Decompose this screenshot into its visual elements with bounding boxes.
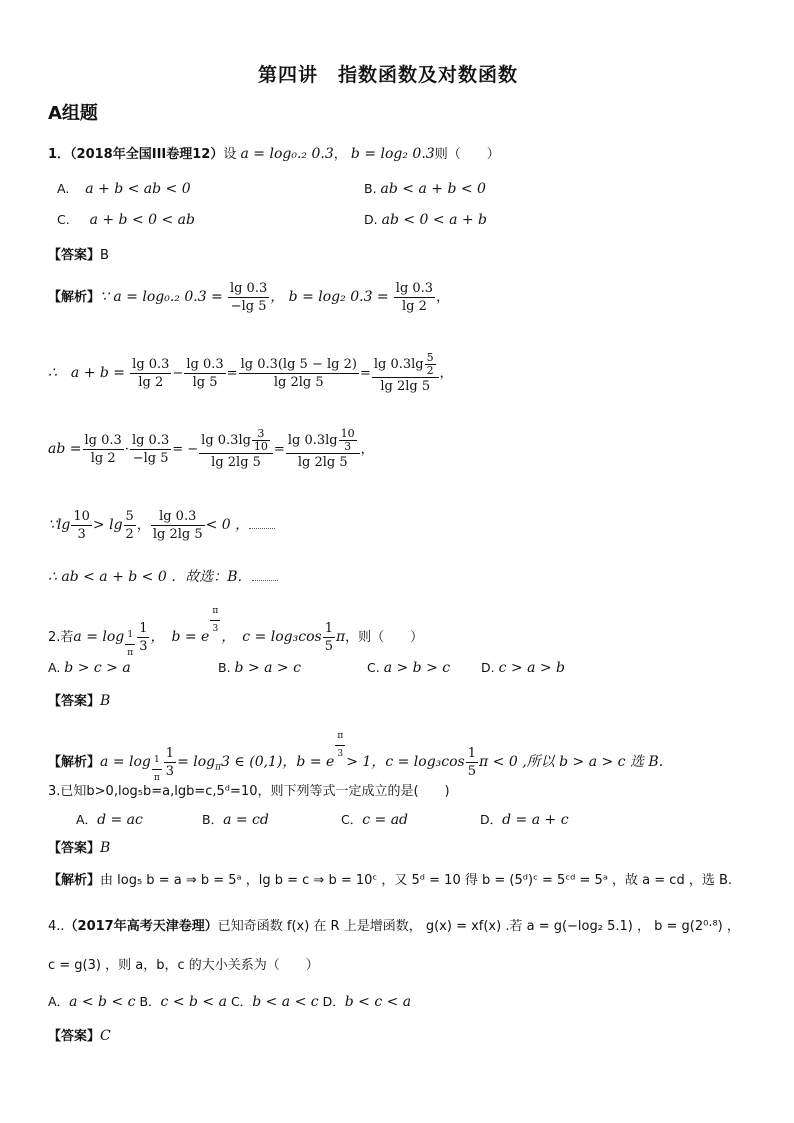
q3-answer: 【答案】B [48,840,111,856]
fraction: $\frac{1}{5}$ [324,621,333,654]
q1-number: 1． [48,147,71,162]
log-base: $\frac{1}{\pi}$ [125,627,135,662]
q4-stem-line1: 4..（2017年高考天津卷理）已知奇函数 f(x) 在 R 上是增函数， g(x) = xf(x) .若 a = g(−log₂ 5.1) ， b = g(2⁰·⁸) ， [48,919,740,934]
q1-option-a: A. a + b < ab < 0 [57,181,191,197]
q4-option-d: D．b < c < a [322,994,412,1010]
q1-source: （2018年全国III卷理12） [70,147,224,162]
q3-analysis: 【解析】由 log₅ b = a ⇒ b = 5ᵃ ，lg b = c ⇒ b = 10ᶜ ，又 5ᵈ = 10 得 b = (5ᵈ)ᶜ = 5ᶜᵈ = 5ᵃ ，故 a = cd ，选 B. [48,873,733,888]
fraction: lg 0.3lg $\frac{3}{10}$ lg 2lg 5 [199,428,273,471]
q2-answer: 【答案】B [48,693,111,709]
q1-analysis-line2: ∴ a + b = $\frac{\lg 0.3}{\lg 2}$ − $\frac{\lg 0.3}{\lg 5}$ = $\frac{\lg 0.3(\lg 5 - \lg 2)}{\lg 2\lg 5}$ = lg 0.3lg $\frac{5}{2}$ lg 2lg 5 ， [48,351,453,394]
fraction: $\frac{\lg 0.3(\lg 5 - \lg 2)}{\lg 2\lg 5}$ [240,357,357,390]
q1-analysis-line4: ∵lg $\frac{10}{3}$ > lg $\frac{5}{2}$ ， $\frac{\lg 0.3}{\lg 2\lg 5}$ < 0 ， [48,508,275,543]
q2-option-a: A. b > c > a [48,660,131,676]
q1-option-c: C. a + b < 0 < ab [57,212,195,228]
q2-option-c: C. a > b > c [367,660,451,676]
q4-stem-line2: c = g(3) ，则 a，b，c 的大小关系为（ ） [48,958,319,973]
fraction: lg 0.3lg $\frac{5}{2}$ lg 2lg 5 [372,352,439,395]
q2-analysis: 【解析】a = log $\frac{1}{\pi}$ $\frac{1}{3}$ = $\log_\pi 3$ ∈ (0,1)，b = e $\frac{\pi}{3}$ > 1，c = log₃cos $\frac{1}{5}$ π < 0 ,所以 b > a > c 选 B. [48,728,663,787]
q3-stem: 3.已知b>0,log₅b=a,lgb=c,5ᵈ=10，则下列等式一定成立的是( ) [48,784,450,799]
fraction: $\frac{1}{3}$ [139,621,148,654]
section-heading: A组题 [48,103,98,124]
fraction: $\frac{\lg 0.3}{\lg 2}$ [132,357,170,390]
fraction: $\frac{\lg 0.3}{\lg 5}$ [186,357,224,390]
dotted-mark [252,574,278,581]
fraction: $\frac{\lg 0.3}{-\lg 5}$ [131,433,170,466]
q1-analysis-line5: ∴ ab < a + b < 0 ．故选：B． [48,566,278,586]
fraction: lg 0.3lg $\frac{10}{3}$ lg 2lg 5 [286,428,360,471]
fraction: $\frac{1}{5}$ [467,746,477,779]
q4-options [48,992,411,1010]
log-base: $\frac{1}{\pi}$ [152,752,162,787]
fraction: $\frac{5}{2}$ [125,509,134,542]
q4-option-a: A．a < b < c [48,994,136,1010]
fraction: $\frac{10}{3}$ [73,509,90,542]
q4-option-c: C．b < a < c [230,994,319,1010]
q3-option-a: A．d = ac [76,812,143,828]
q3-option-d: D．d = a + c [480,812,569,828]
fraction: $\frac{\lg 0.3}{\lg 2\lg 5}$ [152,509,203,542]
q2-stem: 2.若a = log $\frac{1}{\pi}$ $\frac{1}{3}$ ， b = e $\frac{\pi}{3}$ ， c = log₃cos $\frac{1}{5}$ π，则（ ） [48,603,423,662]
dotted-mark [249,522,275,529]
q1-option-b: B. ab < a + b < 0 [364,181,486,197]
q3-option-b: B．a = cd [202,812,269,828]
exponent: $\frac{\pi}{3}$ [335,728,345,763]
q2-option-b: B. b > a > c [218,660,301,676]
q1-analysis-line3: ab = $\frac{\lg 0.3}{\lg 2}$ · $\frac{\lg 0.3}{-\lg 5}$ = − lg 0.3lg $\frac{3}{10}$ lg 2lg 5 = lg 0.3lg $\frac{10}{3}$ lg 2lg 5 ， [48,427,374,470]
fraction: $\frac{\lg 0.3}{\lg 2}$ [395,281,434,314]
q4-answer: 【答案】C [48,1028,111,1044]
fraction: $\frac{\lg 0.3}{-\lg 5}$ [229,281,268,314]
q1-option-d: D. ab < 0 < a + b [364,212,488,228]
q4-option-b: B．c < b < a [139,994,227,1010]
q1-stem: 1．（2018年全国III卷理12）设 a = log₀.₂ 0.3， b = log₂ 0.3则（ ） [48,146,500,162]
q2-option-d: D. c > a > b [481,660,566,676]
q1-analysis-line1: 【解析】∵ a = log₀.₂ 0.3 = $\frac{\lg 0.3}{-\lg 5}$ ， b = log₂ 0.3 = $\frac{\lg 0.3}{\lg 2}$ ， [48,281,450,314]
q3-option-c: C．c = ad [341,812,409,828]
fraction: $\frac{\lg 0.3}{\lg 2}$ [84,433,122,466]
page-title: 第四讲 指数函数及对数函数 [258,64,519,86]
exponent: $\frac{\pi}{3}$ [210,603,220,638]
q1-answer: 【答案】B [48,248,109,263]
fraction: $\frac{1}{3}$ [165,746,175,779]
